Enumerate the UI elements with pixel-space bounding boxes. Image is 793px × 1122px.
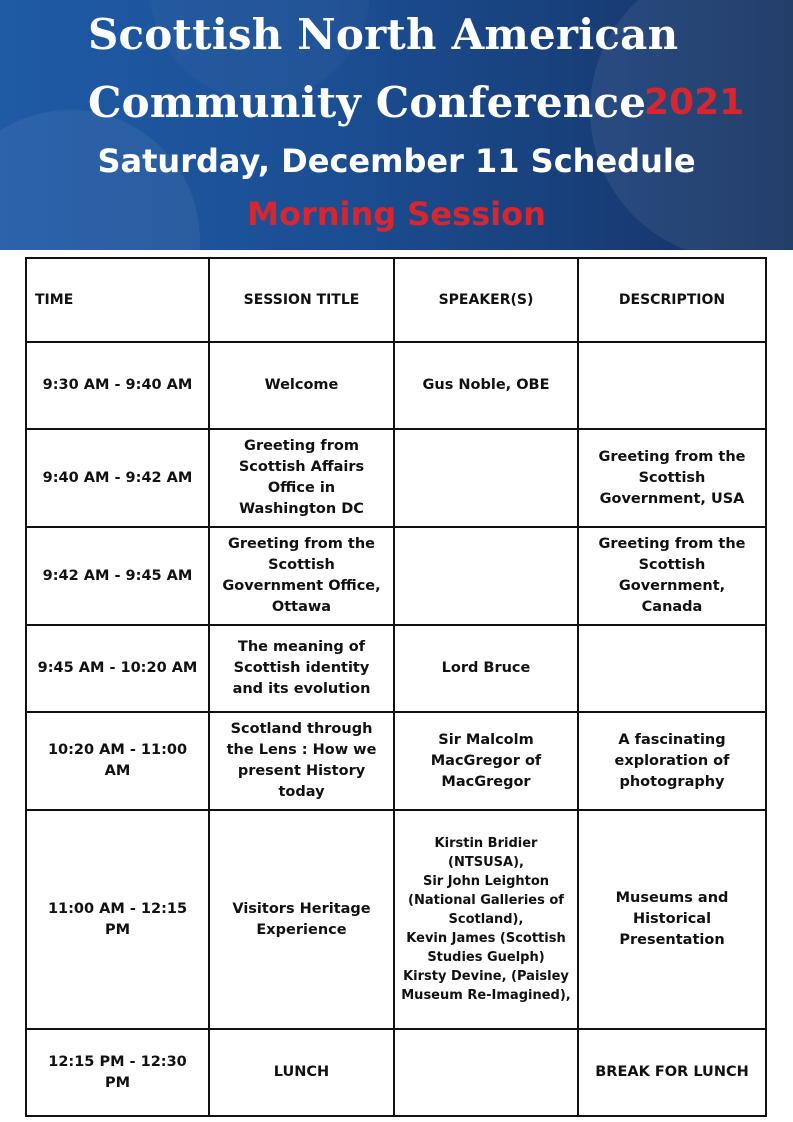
time-cell: 11:00 AM - 12:15 PM	[26, 810, 209, 1029]
speaker-name: Kevin James (Scottish Studies Guelph)	[406, 931, 566, 965]
speaker-name: Sir John Leighton (National Galleries of Scotland),	[408, 874, 564, 927]
speaker-cell	[394, 810, 578, 1029]
table-row	[26, 625, 766, 712]
speaker-cell	[394, 342, 578, 429]
conference-year: 2021	[644, 82, 745, 123]
table-row	[26, 810, 766, 1029]
description-cell: Greeting from the Scottish Government, Canada	[578, 527, 766, 625]
session-title-cell: Scotland through the Lens : How we present History today	[209, 712, 394, 810]
table-row	[26, 1029, 766, 1116]
header-banner	[0, 0, 793, 250]
schedule-date: Saturday, December 11 Schedule	[97, 142, 696, 180]
session-title-cell: Greeting from the Scottish Government Office, Ottawa	[209, 527, 394, 625]
time-cell: 9:40 AM - 9:42 AM	[26, 429, 209, 527]
session-title-cell: Welcome	[209, 342, 394, 429]
table-row	[26, 342, 766, 429]
session-title-cell: The meaning of Scottish identity and its evolution	[209, 625, 394, 712]
speaker-cell	[394, 625, 578, 712]
description-cell	[578, 342, 766, 429]
speaker-cell	[394, 527, 578, 625]
description-cell	[578, 625, 766, 712]
description-cell: A fascinating exploration of photography	[578, 712, 766, 810]
table-row	[26, 527, 766, 625]
description-cell: Museums and Historical Presentation	[578, 810, 766, 1029]
session-title-cell: Visitors Heritage Experience	[209, 810, 394, 1029]
session-name: Morning Session	[247, 195, 546, 233]
column-header-description: DESCRIPTION	[578, 258, 766, 342]
speaker-cell	[394, 712, 578, 810]
table-row	[26, 429, 766, 527]
time-cell: 9:30 AM - 9:40 AM	[26, 342, 209, 429]
speaker-name: Lord Bruce	[441, 660, 531, 676]
description-cell: BREAK FOR LUNCH	[578, 1029, 766, 1116]
time-cell: 12:15 PM - 12:30 PM	[26, 1029, 209, 1116]
column-header-speakers: SPEAKER(S)	[394, 258, 578, 342]
conference-title-line-2: Community Conference	[88, 78, 647, 127]
session-title-cell: LUNCH	[209, 1029, 394, 1116]
speaker-name: Kirstin Bridier (NTSUSA),	[434, 836, 538, 870]
schedule-table	[25, 257, 767, 1117]
column-header-session-title: SESSION TITLE	[209, 258, 394, 342]
speaker-name: Sir Malcolm MacGregor of MacGregor	[430, 731, 542, 790]
time-cell: 9:45 AM - 10:20 AM	[26, 625, 209, 712]
column-header-time: TIME	[26, 258, 209, 342]
speaker-cell	[394, 1029, 578, 1116]
speaker-name: Kirsty Devine, (Paisley Museum Re-Imagined),	[401, 969, 571, 1003]
speaker-name: Gus Noble, OBE	[422, 377, 550, 393]
description-cell: Greeting from the Scottish Government, USA	[578, 429, 766, 527]
table-header-row	[26, 258, 766, 342]
session-title-cell: Greeting from Scottish Affairs Office in Washington DC	[209, 429, 394, 527]
conference-title-line-1: Scottish North American	[88, 10, 679, 59]
table-row	[26, 712, 766, 810]
time-cell: 9:42 AM - 9:45 AM	[26, 527, 209, 625]
time-cell: 10:20 AM - 11:00 AM	[26, 712, 209, 810]
speaker-cell	[394, 429, 578, 527]
